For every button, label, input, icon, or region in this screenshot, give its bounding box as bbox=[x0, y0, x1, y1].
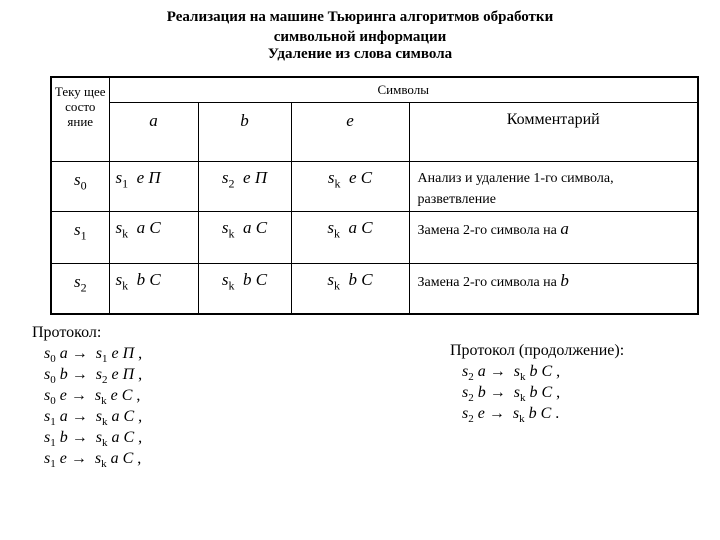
write-symbol: b bbox=[529, 384, 538, 401]
state-index: 1 bbox=[80, 227, 87, 242]
comment-header: Комментарий bbox=[409, 102, 698, 161]
punctuation: , bbox=[556, 384, 561, 401]
next-state-index: 1 bbox=[122, 175, 129, 190]
state-index: 1 bbox=[50, 458, 56, 471]
transition-cell bbox=[221, 217, 268, 240]
next-state-index: k bbox=[519, 392, 526, 405]
next-state: s bbox=[512, 405, 520, 422]
next-state: s bbox=[221, 217, 229, 237]
punctuation: , bbox=[137, 450, 142, 467]
next-state-index: k bbox=[519, 371, 526, 384]
state-index: 2 bbox=[468, 371, 474, 384]
comment-cell bbox=[409, 161, 698, 211]
move: C bbox=[541, 384, 553, 401]
move: C bbox=[149, 269, 161, 289]
next-state: s bbox=[221, 167, 229, 187]
move: П bbox=[148, 167, 161, 187]
next-state-index: k bbox=[228, 277, 235, 292]
punctuation: , bbox=[136, 387, 141, 404]
comment-text: Замена 2-го символа на bbox=[417, 222, 561, 238]
next-state-index: 2 bbox=[101, 374, 108, 387]
state-index: 0 bbox=[50, 374, 56, 387]
protocol-title: Протокол: bbox=[32, 324, 102, 341]
write-symbol: b bbox=[528, 405, 537, 422]
next-state-index: k bbox=[101, 416, 108, 429]
transition-cell bbox=[115, 269, 161, 292]
protocol-line bbox=[44, 343, 142, 364]
transition-table bbox=[50, 76, 699, 315]
punctuation: , bbox=[138, 429, 143, 446]
write-symbol: a bbox=[243, 217, 252, 237]
move: C bbox=[360, 167, 373, 187]
protocol-line bbox=[44, 406, 142, 427]
next-state-index: k bbox=[101, 458, 107, 471]
next-state: s bbox=[95, 429, 102, 446]
state-index: 2 bbox=[468, 413, 474, 426]
next-state-index: k bbox=[101, 395, 107, 408]
state-cell bbox=[73, 169, 87, 192]
next-state-index: 1 bbox=[101, 353, 108, 366]
move: П bbox=[122, 345, 135, 362]
next-state-index: k bbox=[519, 413, 525, 426]
write-symbol: a bbox=[110, 450, 119, 467]
move: П bbox=[254, 167, 268, 187]
write-symbol: b bbox=[136, 269, 146, 289]
next-state-index: k bbox=[101, 437, 108, 450]
symbol: a bbox=[59, 345, 68, 362]
transition-cell bbox=[115, 167, 161, 190]
arrow: → bbox=[489, 363, 506, 380]
state: s bbox=[462, 363, 469, 380]
state-letter: s bbox=[73, 219, 81, 239]
transition-cell bbox=[221, 269, 268, 292]
write-symbol: a bbox=[136, 217, 146, 237]
column-e: e bbox=[346, 110, 354, 130]
move: C bbox=[122, 450, 134, 467]
protocol-continued bbox=[450, 340, 624, 424]
protocol-line bbox=[44, 364, 142, 385]
comment-cell bbox=[409, 211, 698, 263]
next-state: s bbox=[115, 167, 123, 187]
transition-cell bbox=[327, 167, 373, 190]
state-index: 0 bbox=[50, 353, 56, 366]
symbol: a bbox=[59, 408, 68, 425]
state: s bbox=[44, 387, 51, 404]
write-symbol: e bbox=[243, 167, 251, 187]
next-state: s bbox=[94, 387, 102, 404]
write-symbol: b bbox=[348, 269, 358, 289]
transition-cell bbox=[327, 217, 373, 240]
move: C bbox=[255, 217, 268, 237]
move: C bbox=[540, 405, 552, 422]
arrow: → bbox=[71, 345, 88, 362]
punctuation: , bbox=[138, 408, 143, 425]
next-state: s bbox=[327, 167, 335, 187]
write-symbol: e bbox=[111, 366, 119, 383]
next-state-index: k bbox=[228, 225, 235, 240]
move: C bbox=[541, 363, 553, 380]
transition-cell bbox=[327, 269, 373, 292]
column-b: b bbox=[240, 110, 249, 130]
write-symbol: b bbox=[529, 363, 538, 380]
next-state: s bbox=[115, 217, 123, 237]
next-state-index: k bbox=[334, 277, 341, 292]
state: s bbox=[44, 429, 51, 446]
write-symbol: e bbox=[111, 345, 119, 362]
state: s bbox=[44, 366, 51, 383]
comment-symbol: b bbox=[560, 270, 569, 290]
symbols-header: Символы bbox=[109, 77, 698, 102]
state-cell bbox=[73, 219, 87, 242]
table-row bbox=[51, 211, 698, 263]
move: C bbox=[121, 387, 133, 404]
move: C bbox=[255, 269, 268, 289]
punctuation: , bbox=[138, 366, 143, 383]
arrow: → bbox=[71, 429, 88, 446]
next-state: s bbox=[95, 345, 102, 362]
state-index: 2 bbox=[80, 279, 87, 294]
next-state-index: k bbox=[122, 277, 129, 292]
arrow: → bbox=[71, 366, 88, 383]
state: s bbox=[462, 405, 469, 422]
symbol: e bbox=[59, 450, 67, 467]
subtitle: Удаление из слова символа bbox=[267, 46, 453, 62]
next-state: s bbox=[115, 269, 123, 289]
protocol-line bbox=[462, 361, 624, 382]
arrow: → bbox=[70, 387, 87, 404]
comment-text: Замена 2-го символа на bbox=[417, 274, 561, 290]
state: s bbox=[44, 450, 51, 467]
state: s bbox=[44, 408, 51, 425]
table-row bbox=[51, 161, 698, 211]
punctuation: , bbox=[556, 363, 561, 380]
next-state: s bbox=[94, 450, 102, 467]
move: C bbox=[149, 217, 161, 237]
write-symbol: a bbox=[111, 408, 120, 425]
next-state-index: k bbox=[334, 225, 341, 240]
state-index: 1 bbox=[50, 416, 56, 429]
next-state: s bbox=[221, 269, 229, 289]
write-symbol: e bbox=[110, 387, 118, 404]
punctuation: . bbox=[555, 405, 560, 422]
next-state: s bbox=[513, 384, 520, 401]
protocol bbox=[32, 322, 142, 469]
state-index: 2 bbox=[468, 392, 474, 405]
move: П bbox=[122, 366, 135, 383]
arrow: → bbox=[70, 450, 87, 467]
state-header: Теку щее состо яние bbox=[51, 77, 109, 161]
protocol-line bbox=[462, 382, 624, 403]
state: s bbox=[44, 345, 51, 362]
write-symbol: a bbox=[348, 217, 358, 237]
comment-text: Анализ и удаление 1-го символа, разветвление bbox=[417, 170, 614, 207]
state-index: 0 bbox=[50, 395, 56, 408]
next-state: s bbox=[513, 363, 520, 380]
symbol: b bbox=[59, 366, 68, 383]
table-row bbox=[51, 263, 698, 314]
protocol-line bbox=[44, 448, 142, 469]
symbol: e bbox=[477, 405, 485, 422]
next-state-index: k bbox=[122, 225, 129, 240]
state: s bbox=[462, 384, 469, 401]
column-a: a bbox=[149, 110, 158, 130]
write-symbol: e bbox=[136, 167, 145, 187]
protocol2-title: Протокол (продолжение): bbox=[450, 342, 625, 359]
next-state-index: 2 bbox=[228, 175, 235, 190]
symbol: b bbox=[477, 384, 486, 401]
symbol: e bbox=[59, 387, 67, 404]
title-line-1: Реализация на машине Тьюринга алгоритмов обработки bbox=[166, 9, 554, 25]
protocol-line bbox=[44, 385, 142, 406]
write-symbol: a bbox=[111, 429, 120, 446]
punctuation: , bbox=[138, 345, 143, 362]
move: C bbox=[123, 429, 135, 446]
next-state: s bbox=[95, 366, 102, 383]
comment-symbol: a bbox=[560, 218, 569, 238]
symbol: a bbox=[477, 363, 486, 380]
state-letter: s bbox=[73, 271, 81, 291]
state-letter: s bbox=[73, 169, 81, 189]
state-index: 1 bbox=[50, 437, 56, 450]
arrow: → bbox=[488, 405, 505, 422]
symbol: b bbox=[59, 429, 68, 446]
next-state: s bbox=[327, 269, 335, 289]
protocol-line bbox=[462, 403, 624, 424]
write-symbol: e bbox=[348, 167, 357, 187]
write-symbol: b bbox=[243, 269, 252, 289]
move: C bbox=[123, 408, 135, 425]
comment-cell bbox=[409, 263, 698, 314]
state-index: 0 bbox=[80, 177, 87, 192]
next-state: s bbox=[327, 217, 335, 237]
transition-cell bbox=[221, 167, 268, 190]
move: C bbox=[361, 269, 373, 289]
next-state: s bbox=[95, 408, 102, 425]
move: C bbox=[361, 217, 373, 237]
next-state-index: k bbox=[334, 175, 341, 190]
transition-cell bbox=[115, 217, 161, 240]
arrow: → bbox=[489, 384, 506, 401]
arrow: → bbox=[71, 408, 88, 425]
protocol-line bbox=[44, 427, 142, 448]
title-line-2: символьной информации bbox=[273, 29, 447, 45]
state-cell bbox=[73, 271, 87, 294]
